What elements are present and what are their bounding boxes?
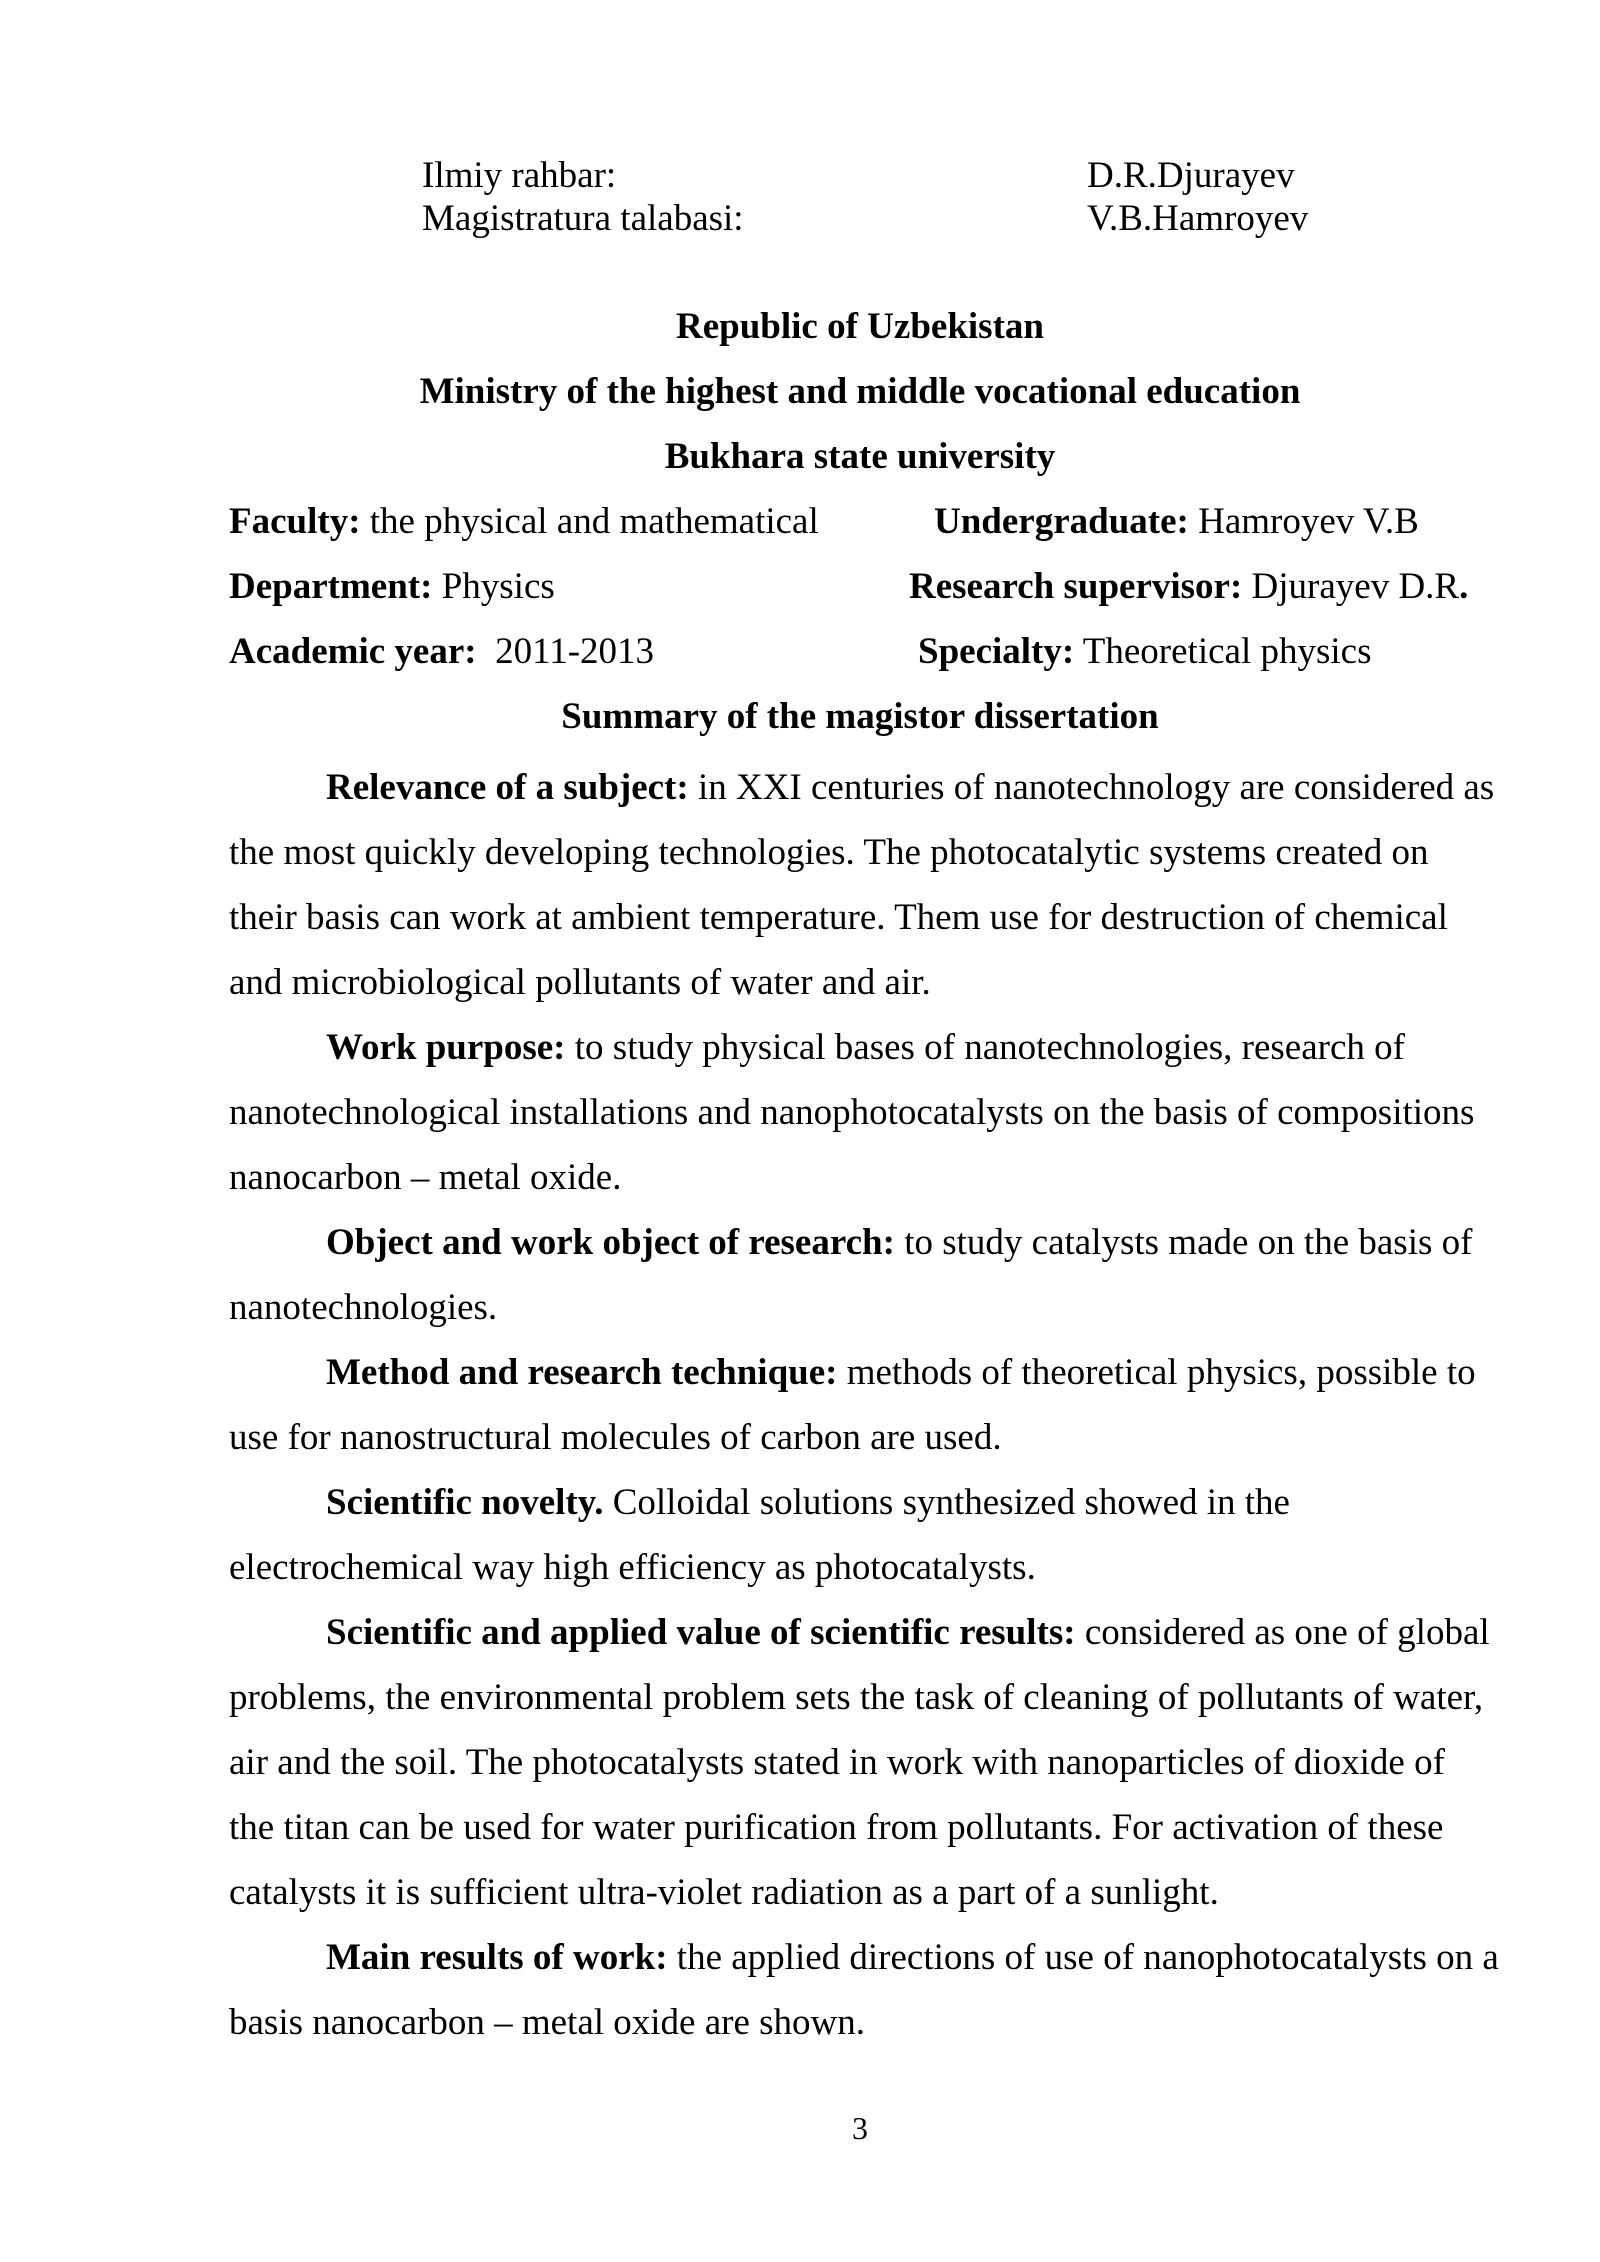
research-supervisor-end: .	[1459, 566, 1469, 607]
academic-year-value: 2011-2013	[476, 631, 655, 672]
paragraph-label: Main results of work:	[326, 1937, 668, 1978]
paragraph-work-purpose	[229, 1015, 1499, 1210]
specialty-value: Theoretical physics	[1074, 631, 1372, 672]
paragraph-text: considered as one of global problems, the environmental problem sets the task of cleaning of pollutants of water, air and the soil. The photocatalysts stated in work with nanoparticles of dioxide of the titan can be used for water purification from pollutants. For activation of these catalysts it is sufficient ultra-violet radiation as a part of a sunlight.	[229, 1612, 1490, 1913]
paragraph-applied-value	[229, 1600, 1499, 1925]
department-label: Department:	[229, 566, 433, 607]
research-supervisor-label: Research supervisor:	[909, 566, 1243, 607]
summary-body	[229, 755, 1499, 2055]
specialty-line	[918, 630, 1372, 674]
undergraduate-line	[934, 500, 1419, 544]
student-signature-name: V.B.Hamroyev	[1087, 198, 1309, 239]
faculty-value: the physical and mathematical	[360, 501, 819, 542]
paragraph-method	[229, 1340, 1499, 1470]
paragraph-text: to study physical bases of nanotechnologies, research of nanotechnological installations and nanophotocatalysts on the basis of compositions nanocarbon – metal oxide.	[229, 1027, 1475, 1198]
academic-year-line	[229, 630, 654, 674]
research-supervisor-line	[909, 565, 1468, 609]
department-value: Physics	[432, 566, 555, 607]
paragraph-text: the applied directions of use of nanophotocatalysts on a basis nanocarbon – metal oxide are shown.	[229, 1937, 1499, 2043]
research-supervisor-value: Djurayev D.R	[1242, 566, 1460, 607]
paragraph-novelty	[229, 1470, 1499, 1600]
paragraph-object	[229, 1210, 1499, 1340]
supervisor-signature-label: Ilmiy rahbar:	[422, 155, 617, 196]
faculty-line	[229, 500, 819, 544]
university-heading: Bukhara state university	[664, 436, 1056, 477]
ministry-heading: Ministry of the highest and middle vocational education	[419, 371, 1301, 412]
undergraduate-value: Hamroyev V.B	[1188, 501, 1419, 542]
paragraph-label: Work purpose:	[326, 1027, 566, 1068]
summary-title: Summary of the magistor dissertation	[561, 696, 1159, 737]
supervisor-signature-name: D.R.Djurayev	[1087, 155, 1295, 196]
paragraph-label: Relevance of a subject:	[326, 767, 689, 808]
paragraph-label: Scientific and applied value of scientific results:	[326, 1612, 1076, 1653]
faculty-label: Faculty:	[229, 501, 361, 542]
paragraph-text: methods of theoretical physics, possible to use for nanostructural molecules of carbon are used.	[229, 1352, 1476, 1458]
country-heading: Republic of Uzbekistan	[676, 306, 1044, 347]
academic-year-label: Academic year:	[229, 631, 477, 672]
paragraph-text: in XXI centuries of nanotechnology are considered as the most quickly developing technologies. The photocatalytic systems created on their basis can work at ambient temperature. Them use for destruction of chemical and microbiological pollutants of water and air.	[229, 767, 1495, 1003]
specialty-label: Specialty:	[918, 631, 1075, 672]
paragraph-text: Colloidal solutions synthesized showed in the electrochemical way high efficiency as photocatalysts.	[229, 1482, 1290, 1588]
paragraph-text: to study catalysts made on the basis of nanotechnologies.	[229, 1222, 1473, 1328]
page-number: 3	[852, 2110, 868, 2146]
paragraph-label: Method and research technique:	[326, 1352, 838, 1393]
paragraph-relevance	[229, 755, 1499, 1015]
student-signature-label: Magistratura talabasi:	[422, 198, 744, 239]
paragraph-label: Object and work object of research:	[326, 1222, 895, 1263]
paragraph-main-results	[229, 1925, 1499, 2055]
department-line	[229, 565, 555, 609]
undergraduate-label: Undergraduate:	[934, 501, 1189, 542]
paragraph-label: Scientific novelty.	[326, 1482, 604, 1523]
